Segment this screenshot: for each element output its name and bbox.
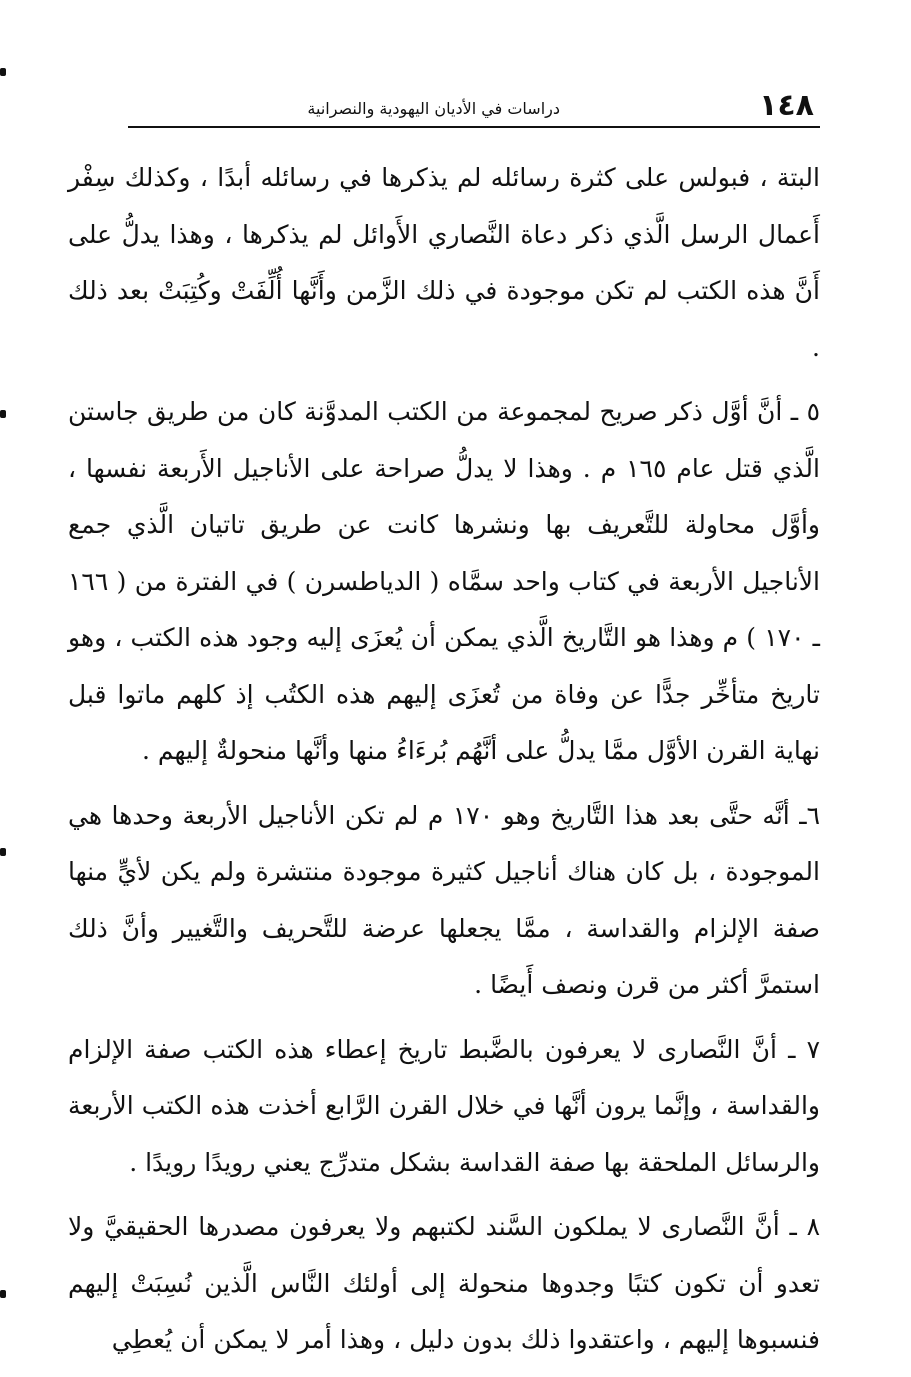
scan-margin-mark bbox=[0, 68, 6, 76]
paragraph-point-6: ٦ـ أنَّه حتَّى بعد هذا التَّاريخ وهو ١٧٠ م لم تكن الأناجيل الأربعة وحدها هي الموجودة ، بل كان هناك أناجيل كثيرة موجودة منتشرة ولم يكن لأيٍّ منها صفة الإلزام والقداسة ، ممَّا يجعلها عرضة للتَّحريف والتَّغيير وأنَّ ذلك استمرَّ أكثر من قرن ونصف أَيضًا . bbox=[68, 800, 820, 999]
page-number: ١٤٨ bbox=[759, 88, 814, 123]
body-text bbox=[68, 150, 820, 1377]
scan-margin-mark bbox=[0, 848, 6, 856]
header-rule bbox=[128, 126, 820, 128]
paragraph-point-5: ٥ ـ أنَّ أوَّل ذكر صريح لمجموعة من الكتب المدوَّنة كان من طريق جاستن الَّذي قتل عام ١٦٥ م . وهذا لا يدلُّ صراحة على الأناجيل الأَربعة نفسها ، وأوَّل محاولة للتَّعريف بها ونشرها كانت عن طريق تاتيان الَّذي جمع الأناجيل الأربعة في كتاب واحد سمَّاه ( الدياطسرن ) في الفترة من ( ١٦٦ ـ ١٧٠ ) م وهذا هو التَّاريخ الَّذي يمكن أن يُعزَى إليه وجود هذه الكتب ، وهو تاريخ متأخِّر جدًّا عن وفاة من تُعزَى إليهم هذه الكتُب إذ كلهم ماتوا قبل نهاية القرن الأوَّل ممَّا يدلُّ على أنَّهُم بُرءَاءُ منها وأنَّها منحولةٌ إليهم . bbox=[68, 397, 820, 765]
page-header bbox=[128, 88, 820, 126]
running-title: دراسات في الأديان اليهودية والنصرانية bbox=[307, 99, 560, 118]
paragraph-point-7: ٧ ـ أنَّ النَّصارى لا يعرفون بالضَّبط تاريخ إعطاء هذه الكتب صفة الإلزام والقداسة ، وإنَّما يرون أنَّها في خلال القرن الرَّابع أخذت هذه الكتب الأربعة والرسائل الملحقة بها صفة القداسة بشكل متدرِّج يعني رويدًا رويدًا . bbox=[68, 1034, 820, 1177]
paragraph-intro: البتة ، فبولس على كثرة رسائله لم يذكرها في رسائله أبدًا ، وكذلك سِفْر أَعمال الرسل الَّذي ذكر دعاة النَّصاري الأَوائل لم يذكرها ، وهذا يدلُّ على أَنَّ هذه الكتب لم تكن موجودة في ذلك الزَّمن وأَنَّها أُلِّفَتْ وكُتِبَتْ بعد ذلك . bbox=[68, 163, 820, 362]
paragraph-point-8: ٨ ـ أنَّ النَّصارى لا يملكون السَّند لكتبهم ولا يعرفون مصدرها الحقيقيَّ ولا تعدو أن تكون كتبًا وجدوها منحولة إلى أولئك النَّاس الَّذين نُسِبَتْ إليهم فنسبوها إليهم ، واعتقدوا ذلك بدون دليل ، وهذا أمر لا يمكن أن يُعطِي bbox=[68, 1212, 821, 1354]
scan-margin-mark bbox=[0, 1290, 6, 1298]
scan-margin-mark bbox=[0, 410, 6, 418]
